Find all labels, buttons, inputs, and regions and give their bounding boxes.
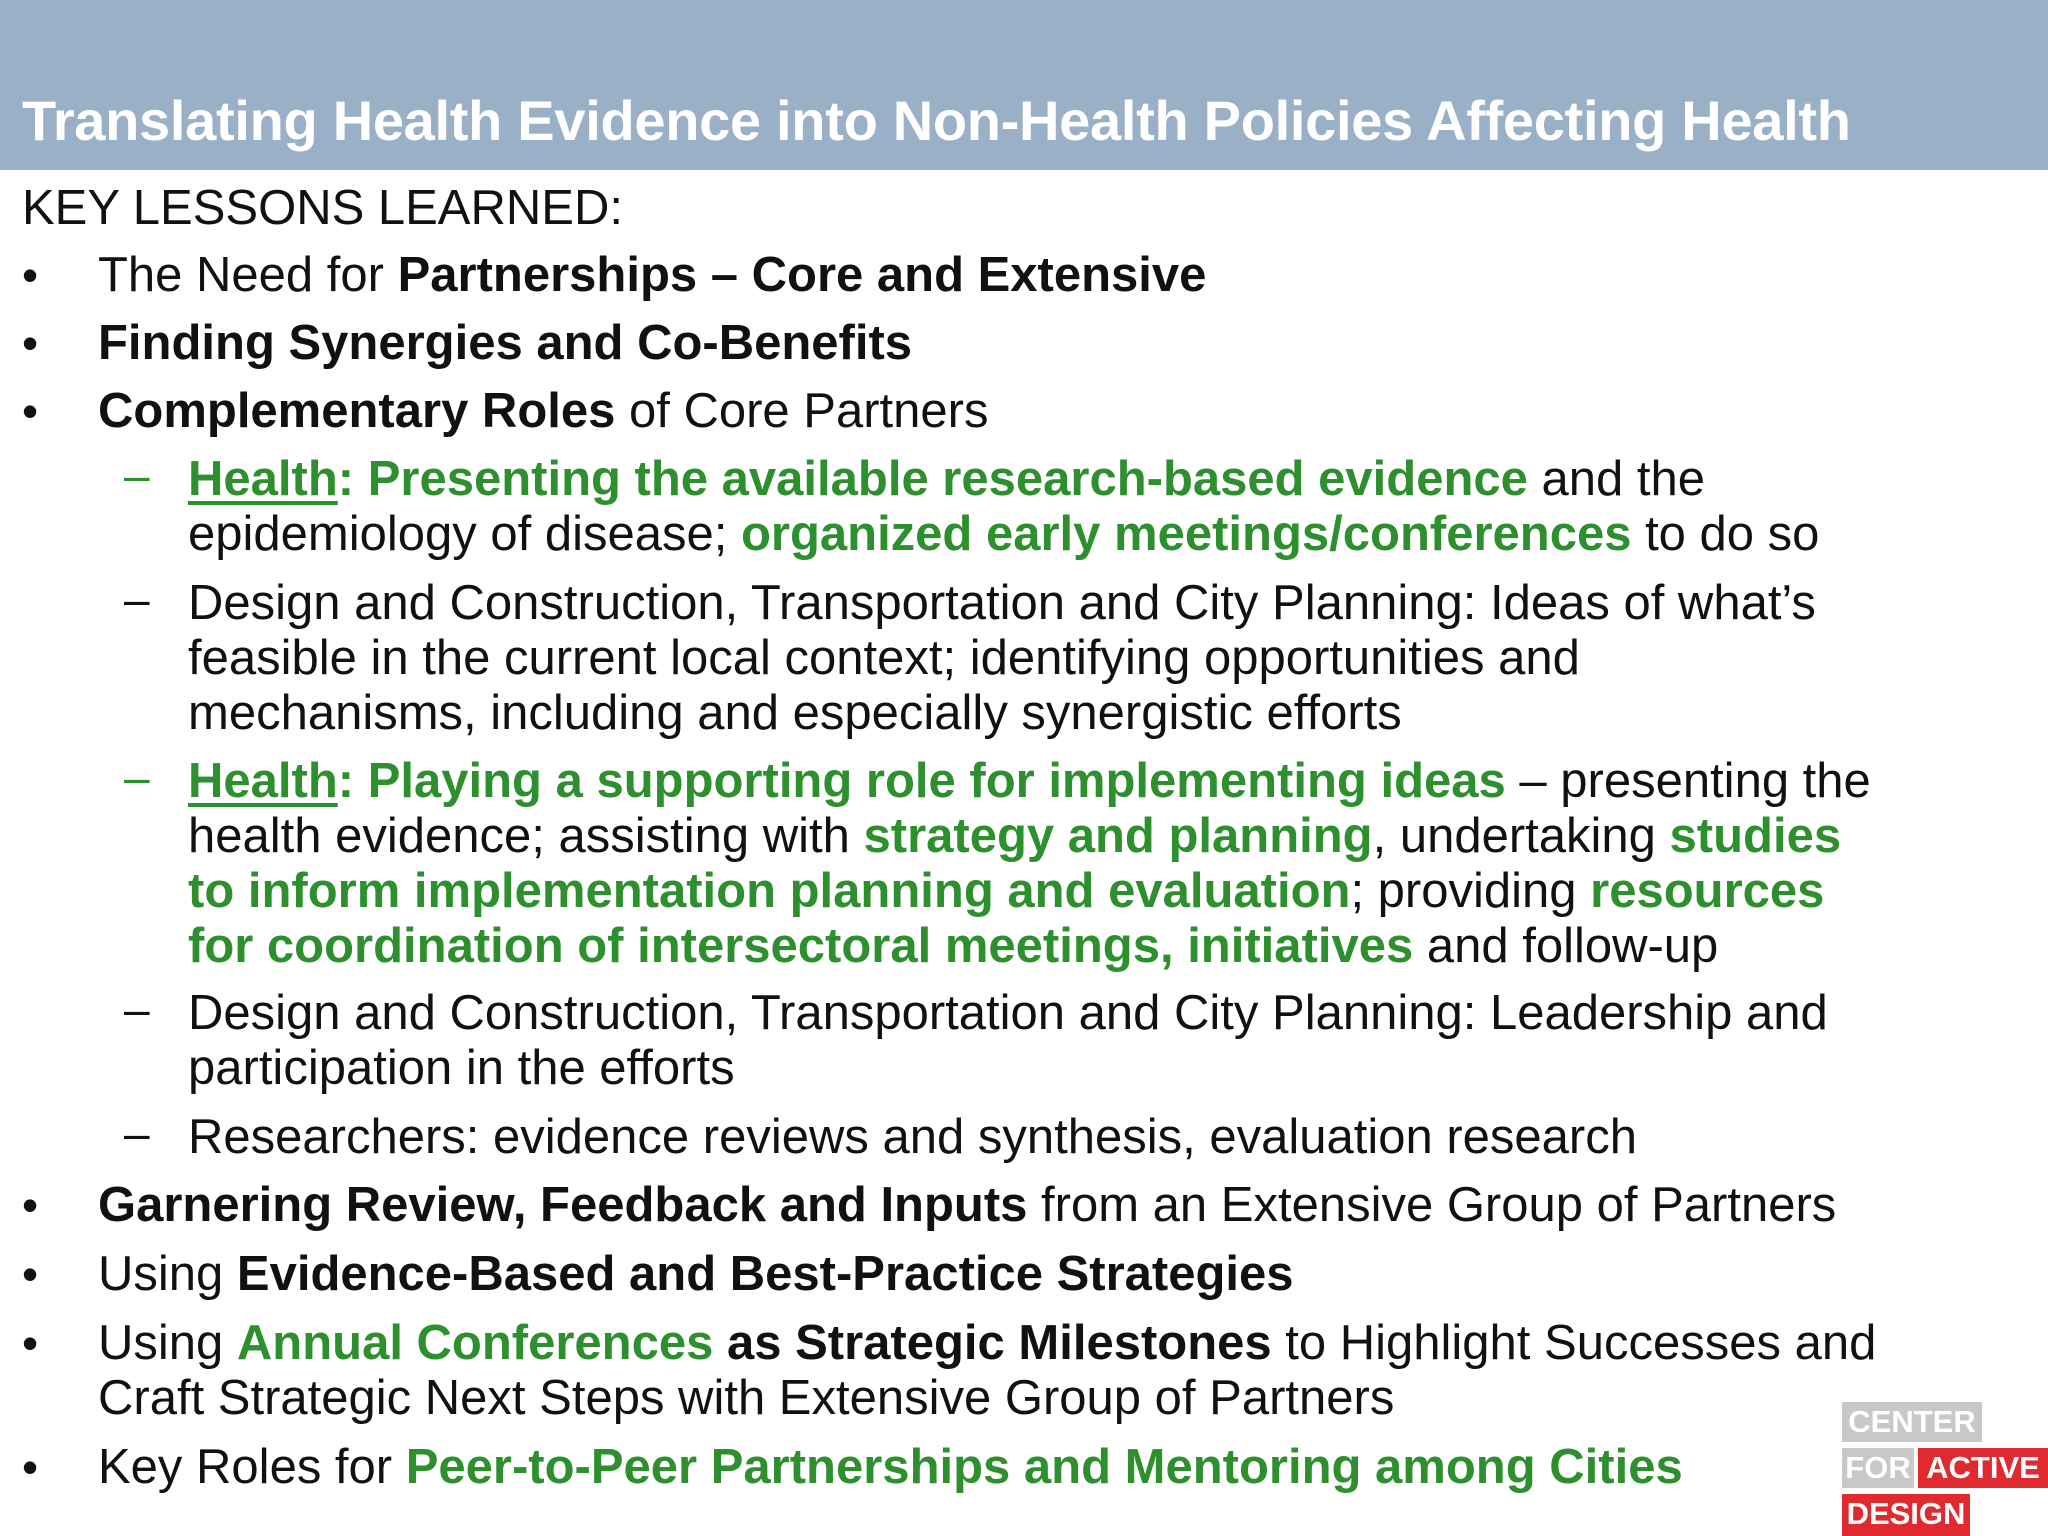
bullet-icon: • <box>22 317 39 369</box>
dash-icon: – <box>124 1107 150 1159</box>
dash-icon: – <box>124 449 150 501</box>
dash-icon: – <box>124 983 150 1035</box>
bullet-icon: • <box>22 1441 39 1493</box>
bullet-icon: • <box>22 385 39 437</box>
dash-icon: – <box>124 573 150 625</box>
section-heading: KEY LESSONS LEARNED: <box>22 181 623 235</box>
slide-title: Translating Health Evidence into Non-Health Policies Affecting Health <box>22 89 1851 152</box>
bullet-icon: • <box>22 1248 39 1300</box>
bullet-icon: • <box>22 249 39 301</box>
center-for-active-design-logo: CENTER FOR ACTIVE DESIGN <box>1842 1402 2048 1536</box>
bullet-icon: • <box>22 1317 39 1369</box>
dash-icon: – <box>124 751 150 803</box>
bullet-icon: • <box>22 1179 39 1231</box>
